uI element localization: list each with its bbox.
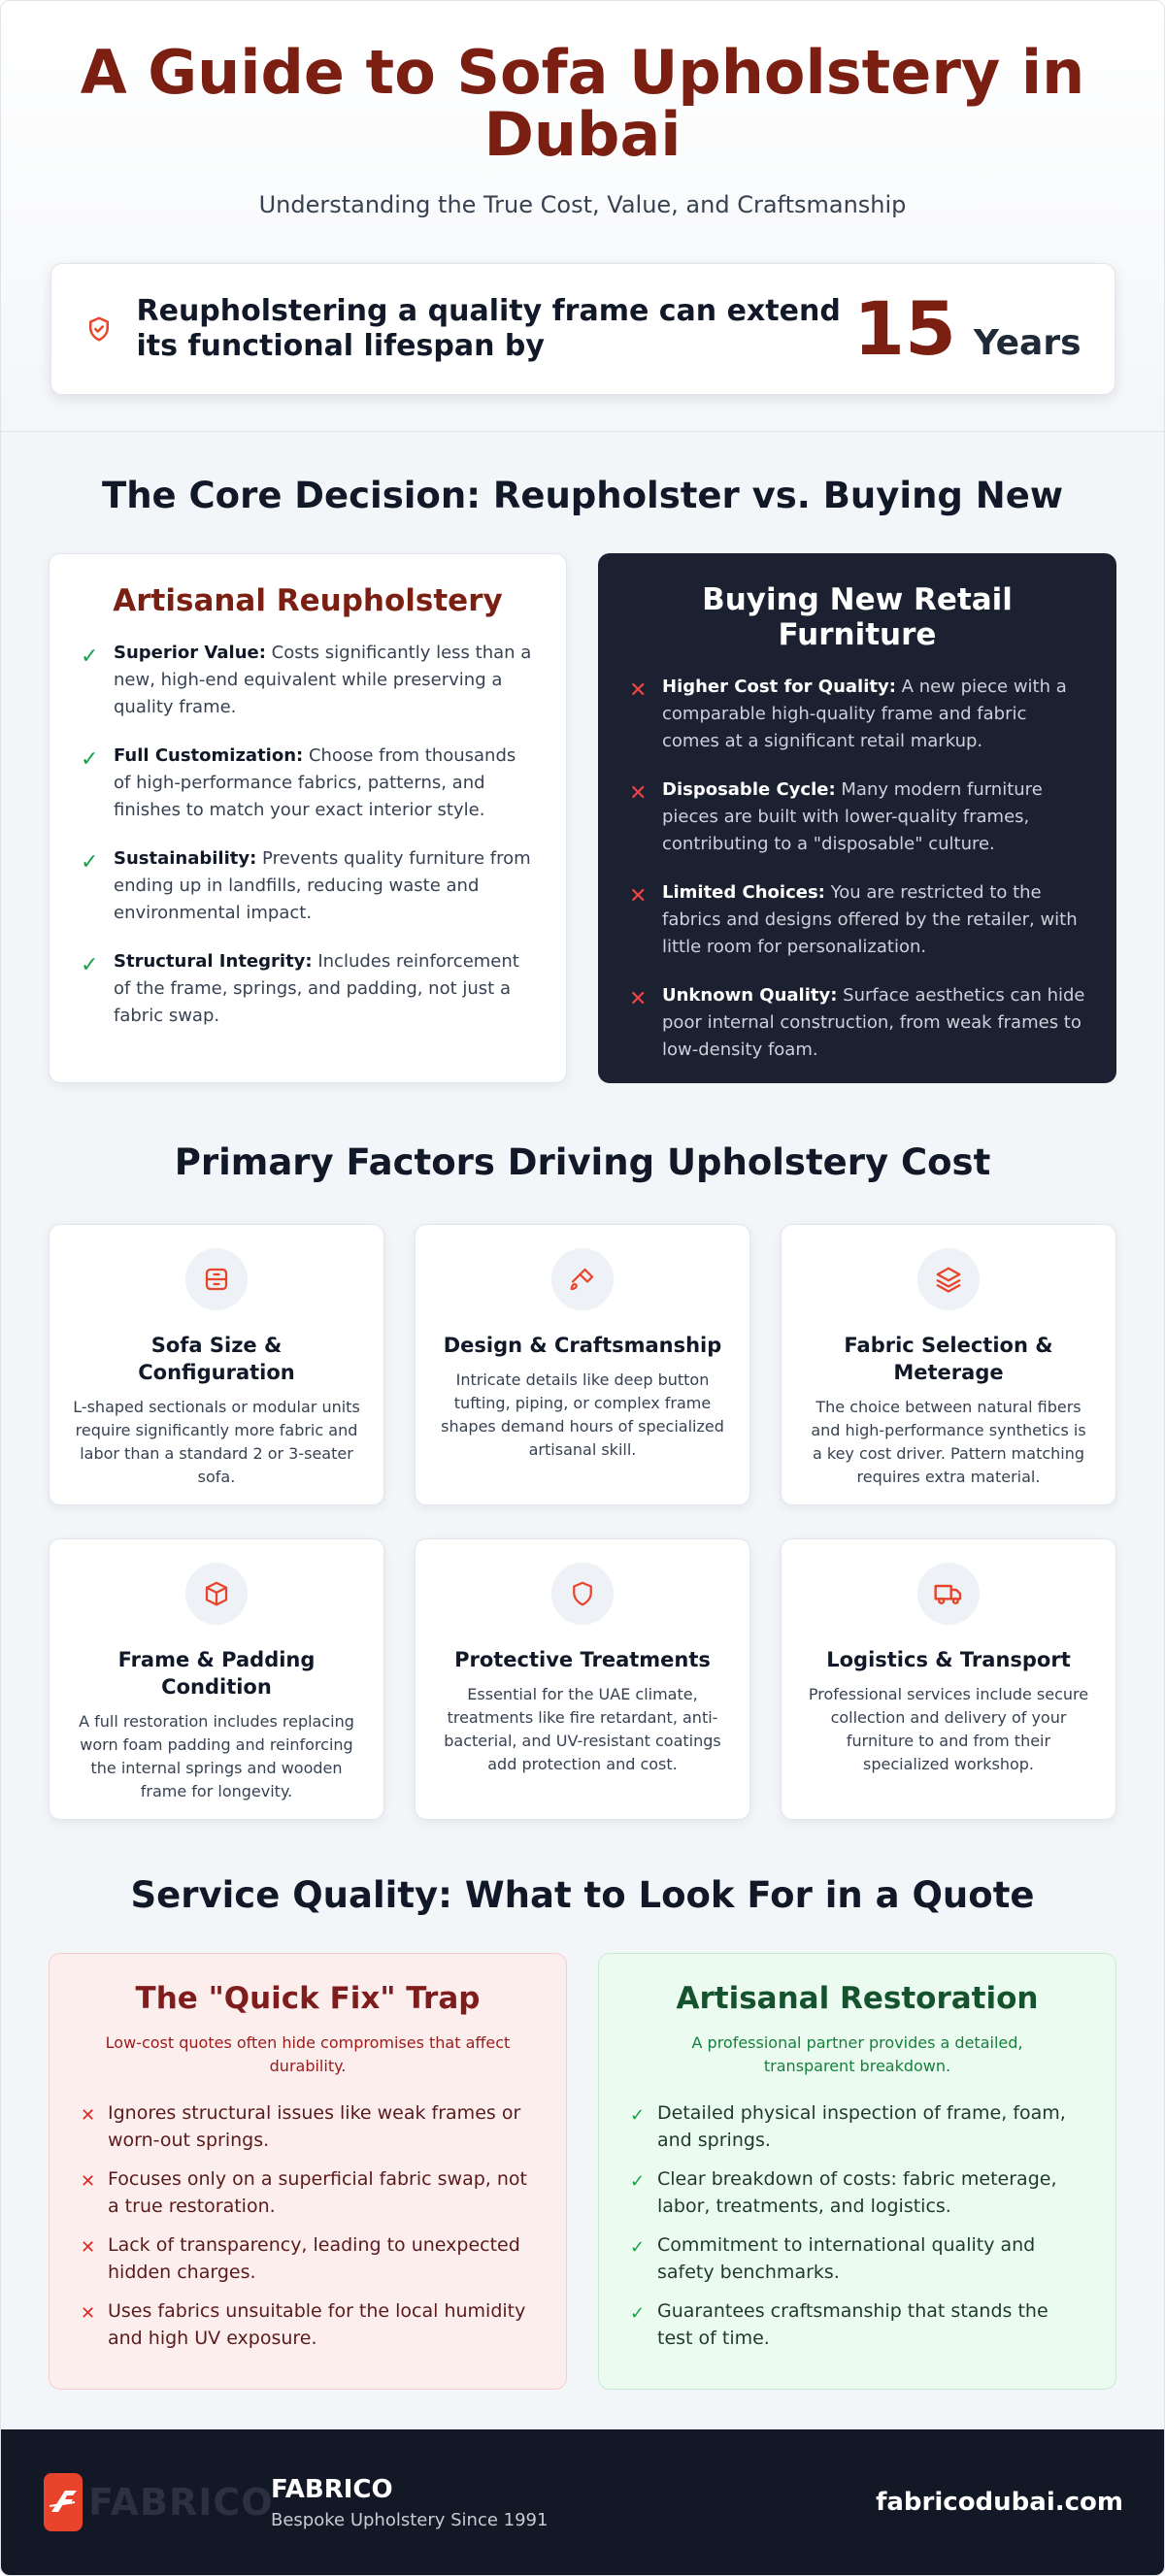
factor-desc: The choice between natural fibers and high-performance synthetics is a key cost driver. Pattern matching requires extra material. [811, 1398, 1086, 1486]
point-text: Many modern furniture pieces are built with lower-quality frames, contributing to a "disposable" culture. [662, 779, 1043, 854]
truck-icon [917, 1563, 980, 1625]
reupholstery-points [81, 640, 535, 1030]
check-icon: ✓ [81, 747, 99, 772]
factor-title: Protective Treatments [454, 1648, 711, 1671]
point-label: Structural Integrity: [114, 951, 313, 972]
list-item [629, 776, 1085, 858]
website-link[interactable]: fabricodubai.com [876, 2488, 1123, 2517]
factor-card [781, 1538, 1116, 1820]
check-icon: ✓ [630, 2105, 646, 2126]
reupholstery-card [49, 553, 567, 1083]
stat-number: 15 [853, 285, 956, 372]
factor-card [49, 1224, 384, 1505]
cost-factors-title: Primary Factors Driving Upholstery Cost [174, 1141, 991, 1183]
factor-desc: A full restoration includes replacing worn foam padding and reinforcing the internal springs and wooden frame for longevity. [79, 1712, 354, 1800]
buying-new-points [629, 674, 1085, 1064]
cross-icon: ✕ [81, 2105, 96, 2126]
page-title: A Guide to Sofa Upholstery in Dubai [80, 37, 1085, 170]
quick-fix-subtitle: Low-cost quotes often hide compromises that affect durability. [105, 2033, 511, 2075]
buying-new-card [598, 553, 1116, 1083]
item-text: Detailed physical inspection of frame, foam, and springs. [657, 2102, 1066, 2151]
stat-value [853, 285, 1082, 372]
box-icon [185, 1563, 248, 1625]
item-text: Uses fabrics unsuitable for the local humidity and high UV exposure. [108, 2300, 526, 2349]
quick-fix-title: The "Quick Fix" Trap [135, 1981, 481, 2016]
artisanal-restoration-list [630, 2099, 1084, 2352]
cross-icon: ✕ [81, 2303, 96, 2324]
artisanal-restoration-subtitle: A professional partner provides a detailed, transparent breakdown. [691, 2033, 1023, 2075]
shield-check-icon [84, 314, 114, 344]
list-item [81, 845, 535, 927]
cross-icon: ✕ [629, 987, 648, 1011]
point-text: Surface aesthetics can hide poor internal construction, from weak frames to low-density foam. [662, 985, 1085, 1060]
stat-unit: Years [973, 323, 1082, 363]
core-decision-section [1, 432, 1164, 1083]
item-text: Clear breakdown of costs: fabric meterage, labor, treatments, and logistics. [657, 2168, 1057, 2217]
factor-desc: Professional services include secure collection and delivery of your furniture to and from their specialized workshop. [808, 1685, 1089, 1773]
artisanal-restoration-card [598, 1953, 1116, 2390]
lifespan-stat-card [50, 263, 1115, 395]
factor-title: Sofa Size & Configuration [138, 1334, 295, 1384]
page-subtitle: Understanding the True Cost, Value, and Craftsmanship [258, 191, 907, 218]
point-text: Includes reinforcement of the frame, springs, and padding, not just a fabric swap. [114, 951, 519, 1026]
list-item [629, 879, 1085, 961]
list-item [630, 2165, 1084, 2220]
item-text: Ignores structural issues like weak frames or worn-out springs. [108, 2102, 521, 2151]
stat-text: Reupholstering a quality frame can extend its functional lifespan by [136, 294, 841, 363]
factor-title: Design & Craftsmanship [443, 1334, 722, 1357]
cross-icon: ✕ [81, 2171, 96, 2192]
point-label: Unknown Quality: [662, 985, 838, 1006]
brand-name: FABRICO [271, 2474, 393, 2504]
list-item [81, 2231, 535, 2286]
point-label: Higher Cost for Quality: [662, 677, 896, 697]
artisanal-restoration-title: Artisanal Restoration [676, 1981, 1039, 2016]
item-text: Lack of transparency, leading to unexpected hidden charges. [108, 2234, 520, 2283]
point-label: Superior Value: [114, 643, 266, 663]
brand-tagline: Bespoke Upholstery Since 1991 [271, 2509, 549, 2530]
factor-title: Fabric Selection & Meterage [844, 1334, 1053, 1384]
factor-desc: L-shaped sectionals or modular units require significantly more fabric and labor than a standard 2 or 3-seater sofa. [73, 1398, 360, 1486]
cross-icon: ✕ [629, 884, 648, 908]
point-label: Full Customization: [114, 745, 304, 766]
service-quality-title: Service Quality: What to Look For in a Quote [130, 1874, 1035, 1916]
layers-icon [917, 1248, 980, 1310]
comparison-columns [49, 553, 1116, 1083]
reupholstery-title: Artisanal Reupholstery [113, 583, 503, 618]
footer [1, 2429, 1164, 2575]
point-text: Choose from thousands of high-performance fabrics, patterns, and finishes to match your exact interior style. [114, 745, 516, 820]
factor-card [781, 1224, 1116, 1505]
list-item [81, 640, 535, 721]
quick-fix-card [49, 1953, 567, 2390]
list-item [630, 2297, 1084, 2352]
service-quality-section [1, 1820, 1164, 2390]
item-text: Guarantees craftsmanship that stands the test of time. [657, 2300, 1048, 2349]
list-item [629, 674, 1085, 755]
logo-wordmark: FABRICO [88, 2481, 274, 2524]
list-item [630, 2099, 1084, 2154]
list-item [81, 948, 535, 1030]
factor-desc: Essential for the UAE climate, treatments like fire retardant, anti-bacterial, and UV-resistant coatings add protection and cost. [444, 1685, 721, 1773]
service-columns [49, 1953, 1116, 2390]
check-icon: ✓ [630, 2237, 646, 2258]
fabrico-logo [44, 2472, 274, 2532]
cross-icon: ✕ [629, 678, 648, 703]
list-item [81, 2165, 535, 2220]
factor-desc: Intricate details like deep button tufting, piping, or complex frame shapes demand hours of specialized artisanal skill. [441, 1371, 724, 1459]
quick-fix-list [81, 2099, 535, 2352]
sofa-icon [185, 1248, 248, 1310]
factor-card [49, 1538, 384, 1820]
cost-factors-section [1, 1083, 1164, 1820]
list-item [630, 2231, 1084, 2286]
list-item [81, 2297, 535, 2352]
cross-icon: ✕ [81, 2237, 96, 2258]
check-icon: ✓ [630, 2171, 646, 2192]
list-item [81, 743, 535, 824]
check-icon: ✓ [81, 953, 99, 977]
item-text: Commitment to international quality and safety benchmarks. [657, 2234, 1036, 2283]
point-text: A new piece with a comparable high-quality frame and fabric comes at a significant retail markup. [662, 677, 1067, 751]
point-text: Prevents quality furniture from ending up in landfills, reducing waste and environmental impact. [114, 848, 531, 923]
factor-card [415, 1538, 750, 1820]
hero-section [1, 1, 1164, 432]
point-text: You are restricted to the fabrics and designs offered by the retailer, with little room for personalization. [662, 882, 1078, 957]
shield-icon [551, 1563, 614, 1625]
paint-brush-icon [551, 1248, 614, 1310]
factor-title: Frame & Padding Condition [117, 1648, 316, 1699]
point-label: Limited Choices: [662, 882, 825, 903]
factor-title: Logistics & Transport [826, 1648, 1071, 1671]
point-label: Sustainability: [114, 848, 257, 869]
buying-new-title: Buying New Retail Furniture [702, 582, 1013, 652]
list-item [81, 2099, 535, 2154]
cost-factors-grid [49, 1224, 1116, 1820]
check-icon: ✓ [81, 644, 99, 669]
check-icon: ✓ [630, 2303, 646, 2324]
brand-block [271, 2475, 548, 2530]
factor-card [415, 1224, 750, 1505]
point-text: Costs significantly less than a new, high-end equivalent while preserving a quality frame. [114, 643, 532, 717]
item-text: Focuses only on a superficial fabric swap, not a true restoration. [108, 2168, 527, 2217]
logo-mark-icon [44, 2473, 83, 2531]
point-label: Disposable Cycle: [662, 779, 836, 800]
list-item [629, 982, 1085, 1064]
check-icon: ✓ [81, 850, 99, 875]
cross-icon: ✕ [629, 781, 648, 806]
core-decision-title: The Core Decision: Reupholster vs. Buying New [101, 475, 1064, 516]
